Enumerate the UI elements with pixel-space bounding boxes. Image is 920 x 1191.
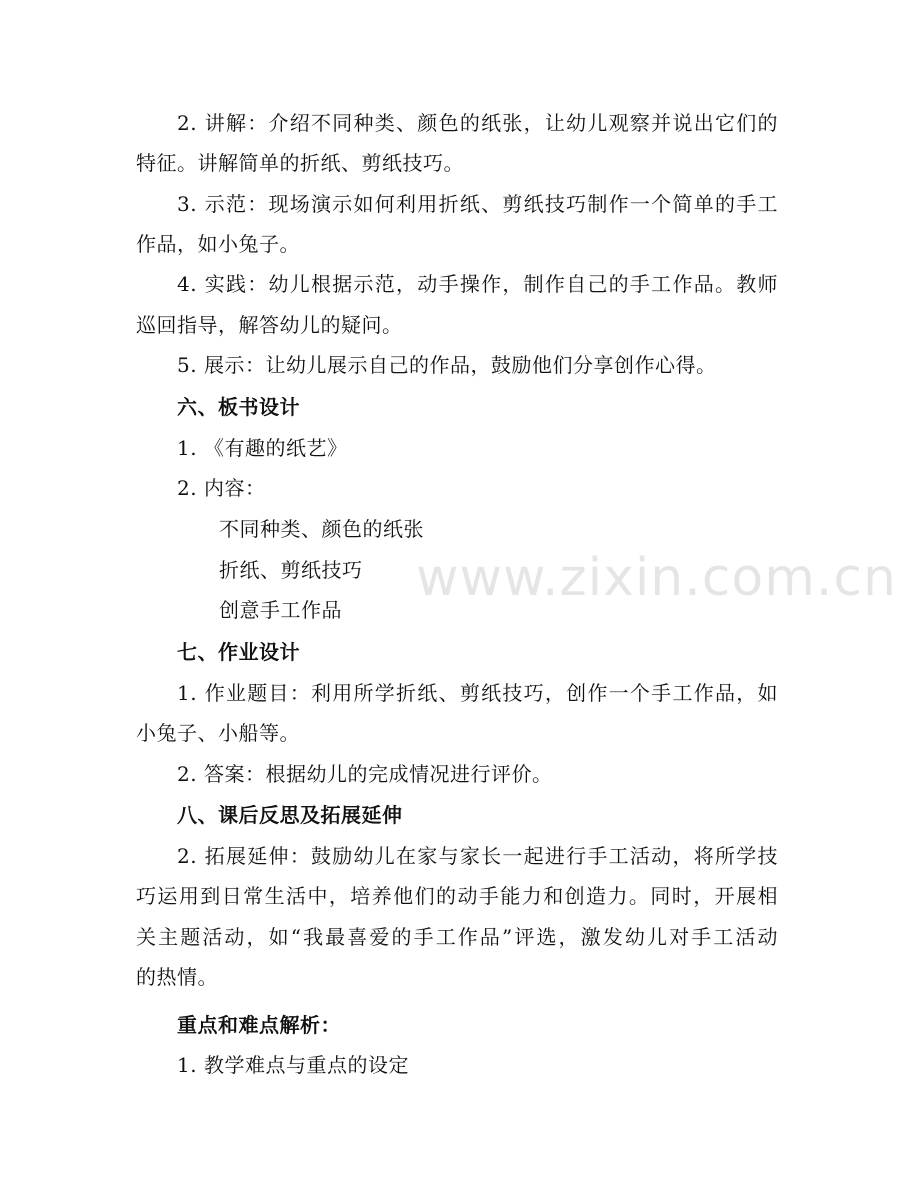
extension-line-3: 关主题活动，如“我最喜爱的手工作品”评选，激发幼儿对手工活动: [136, 925, 778, 949]
board-content-line-2: 折纸、剪纸技巧: [219, 558, 363, 582]
section-7-heading: 七、作业设计: [177, 640, 300, 664]
step-3-demo-line-1: 3. 示范：现场演示如何利用折纸、剪纸技巧制作一个简单的手工: [177, 192, 778, 216]
step-5-display-line: 5. 展示：让幼儿展示自己的作品，鼓励他们分享创作心得。: [177, 353, 717, 377]
step-2-explain-line-1: 2. 讲解：介绍不同种类、颜色的纸张，让幼儿观察并说出它们的: [177, 111, 778, 135]
section-8-heading: 八、课后反思及拓展延伸: [177, 803, 403, 827]
extension-line-2: 巧运用到日常生活中，培养他们的动手能力和创造力。同时，开展相: [136, 884, 778, 908]
board-content-line-1: 不同种类、颜色的纸张: [219, 517, 424, 541]
step-3-demo-line-2: 作品，如小兔子。: [136, 232, 300, 256]
step-4-practice-line-1: 4. 实践：幼儿根据示范，动手操作，制作自己的手工作品。教师: [177, 272, 778, 296]
key-points-item-1: 1. 教学难点与重点的设定: [177, 1053, 409, 1077]
step-4-practice-line-2: 巡回指导，解答幼儿的疑问。: [136, 313, 403, 337]
board-content-line-3: 创意手工作品: [219, 598, 342, 622]
homework-item-1-line-2: 小兔子、小船等。: [136, 721, 300, 745]
homework-item-1-line-1: 1. 作业题目：利用所学折纸、剪纸技巧，创作一个手工作品，如: [177, 681, 778, 705]
key-points-heading: 重点和难点解析：: [177, 1013, 341, 1037]
homework-item-2: 2. 答案：根据幼儿的完成情况进行评价。: [177, 762, 553, 786]
watermark-text: www.zixin.com.cn: [416, 548, 897, 608]
board-item-2: 2. 内容：: [177, 476, 266, 500]
step-2-explain-line-2: 特征。讲解简单的折纸、剪纸技巧。: [136, 151, 464, 175]
section-6-heading: 六、板书设计: [177, 395, 300, 419]
extension-line-1: 2. 拓展延伸：鼓励幼儿在家与家长一起进行手工活动，将所学技: [177, 844, 778, 868]
extension-line-4: 的热情。: [136, 965, 218, 989]
board-item-1: 1. 《有趣的纸艺》: [177, 436, 348, 460]
